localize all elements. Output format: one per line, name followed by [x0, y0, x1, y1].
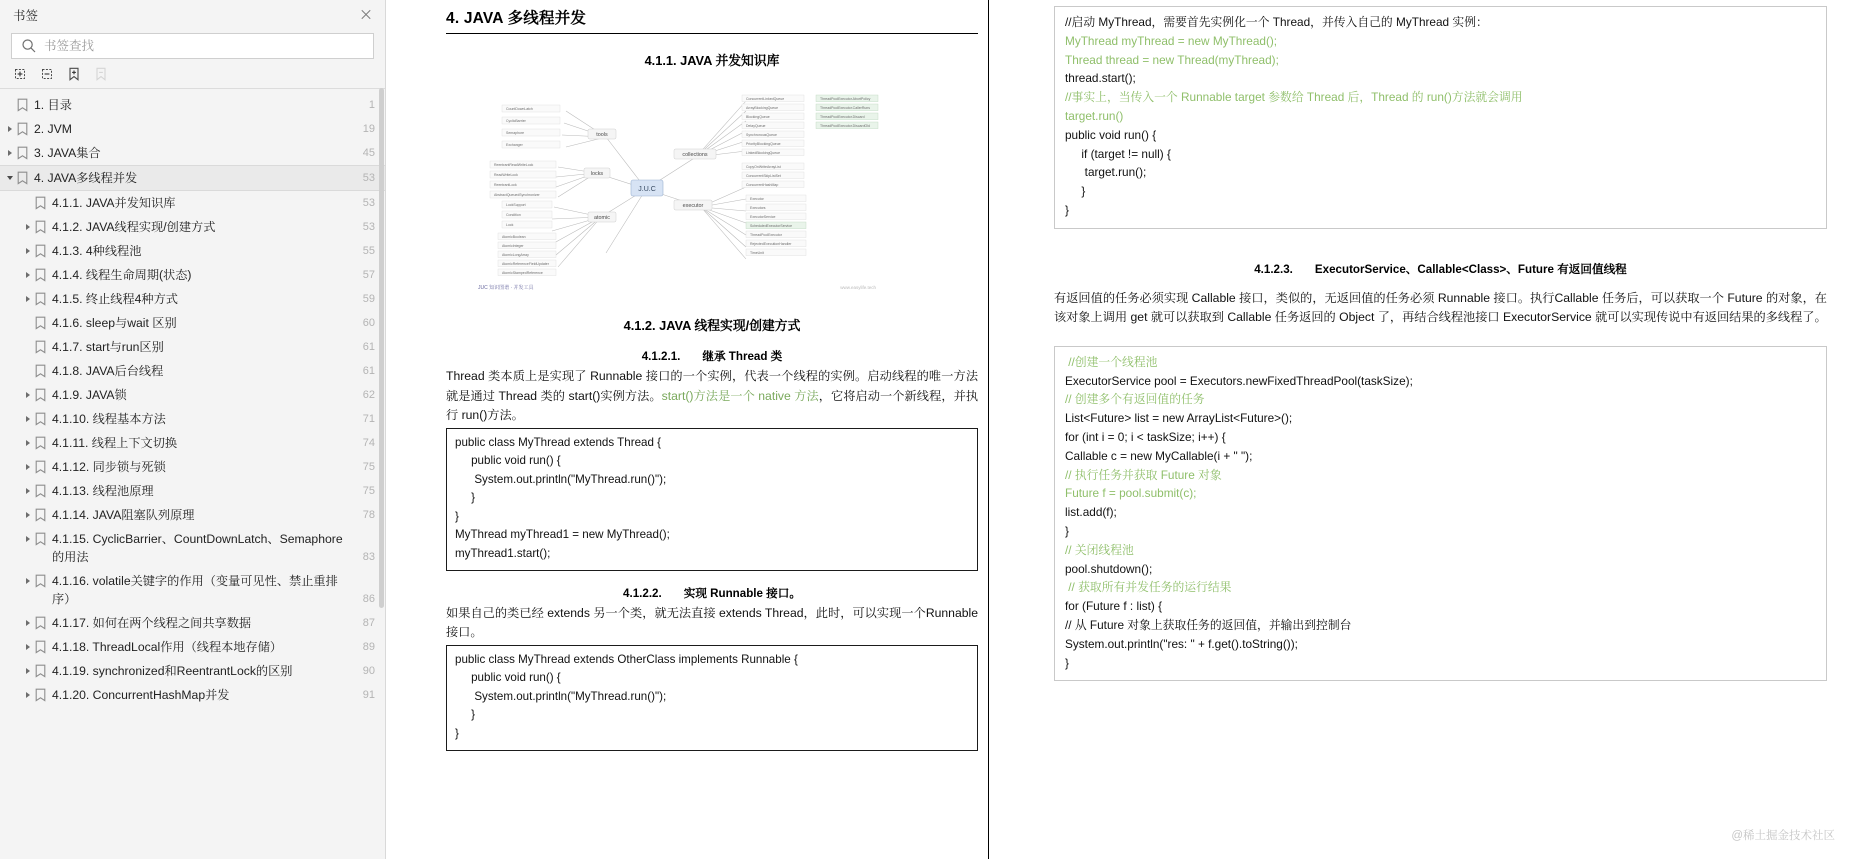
twisty-placeholder	[22, 194, 34, 212]
bookmark-label: 4.1.1. JAVA并发知识库	[52, 196, 176, 210]
bookmark-page-number: 45	[362, 147, 375, 159]
code-line: Future f = pool.submit(c);	[1065, 486, 1197, 501]
bookmark-tree[interactable]	[0, 89, 385, 859]
svg-text:ThreadPoolExecutor.AbortPolicy: ThreadPoolExecutor.AbortPolicy	[820, 97, 871, 101]
code-line: public class MyThread extends Thread {	[455, 435, 662, 449]
code-block-implements-runnable	[446, 645, 978, 751]
bookmark-page-number: 61	[362, 365, 375, 377]
svg-text:tools: tools	[596, 132, 608, 138]
bookmark-icon	[16, 120, 29, 138]
twisty-placeholder	[22, 314, 34, 332]
code-line: System.out.println("MyThread.run()");	[455, 689, 667, 703]
code-line: }	[455, 708, 475, 722]
bookmark-page-number: 61	[362, 341, 375, 353]
bookmark-icon	[34, 194, 47, 212]
svg-text:ScheduledExecutorService: ScheduledExecutorService	[750, 224, 793, 228]
code-line: Thread thread = new Thread(myThread);	[1065, 52, 1279, 67]
search-icon	[21, 38, 37, 54]
bookmark-label: 4.1.10. 线程基本方法	[52, 412, 166, 426]
svg-text:AtomicInteger: AtomicInteger	[502, 244, 524, 248]
bookmark-page-number: 90	[362, 665, 375, 677]
bookmark-icon	[34, 614, 47, 632]
svg-text:ExecutorService: ExecutorService	[750, 215, 776, 219]
bookmark-item[interactable]	[0, 191, 385, 215]
svg-text:ThreadPoolExecutor.DiscardOld: ThreadPoolExecutor.DiscardOld	[820, 124, 870, 128]
bookmark-icon	[34, 218, 47, 236]
bookmark-label: 4.1.4. 线程生命周期(状态)	[52, 268, 192, 282]
heading-4121-number: 4.1.2.1.	[641, 350, 681, 363]
code-line: myThread1.start();	[455, 547, 551, 561]
code-line: if (target != null) {	[1065, 146, 1171, 161]
chevron-right-icon[interactable]	[22, 530, 34, 548]
code-line: }	[455, 509, 459, 523]
bookmark-label: 3. JAVA集合	[34, 146, 101, 160]
chevron-down-icon[interactable]	[4, 169, 16, 187]
svg-text:ConcurrentSkipListSet: ConcurrentSkipListSet	[746, 174, 781, 178]
sidebar-title: 书签	[13, 9, 39, 23]
exec-para-3: 返回的 Object 了，再结合线程池接口 ExecutorService 就可以实现传说中有返回结果的多线程	[1299, 310, 1803, 325]
add-bookmark-icon[interactable]	[65, 65, 83, 83]
bookmark-page-number: 71	[362, 413, 375, 425]
bookmark-label: 4.1.7. start与run区别	[52, 340, 164, 354]
bookmark-icon	[16, 144, 29, 162]
bookmark-icon	[34, 338, 47, 356]
chevron-right-icon[interactable]	[22, 506, 34, 524]
bookmark-page-number: 83	[362, 551, 375, 563]
bookmark-label: 4.1.6. sleep与wait 区别	[52, 316, 177, 330]
code-line: pool.shutdown();	[1065, 561, 1153, 576]
chevron-right-icon[interactable]	[4, 144, 16, 162]
bookmark-item[interactable]	[0, 455, 385, 479]
bookmark-page-number: 75	[362, 485, 375, 497]
bookmark-icon	[34, 242, 47, 260]
bookmark-item[interactable]	[0, 263, 385, 287]
code-line: }	[455, 491, 475, 505]
code-line: //创建一个线程池	[1065, 354, 1158, 369]
document-page-right	[989, 0, 1857, 859]
chevron-right-icon[interactable]	[22, 482, 34, 500]
mindmap-credit: www.easylife.tech	[840, 285, 876, 290]
chevron-right-icon[interactable]	[22, 290, 34, 308]
bookmark-page-number: 59	[362, 293, 375, 305]
bookmark-icon	[34, 290, 47, 308]
paragraph-executor-service	[1054, 289, 1827, 328]
bookmark-label: 4.1.17. 如何在两个线程之间共享数据	[52, 616, 252, 630]
bookmark-label: 4.1.15. CyclicBarrier、CountDownLatch、Semaphore 的用法	[52, 532, 343, 564]
heading-4122	[446, 585, 978, 601]
bookmark-item[interactable]	[0, 527, 385, 569]
heading-4122-text: 实现 Runnable 接口。	[683, 586, 801, 600]
search-container	[0, 30, 385, 59]
svg-text:collections: collections	[682, 152, 708, 158]
bookmark-icon	[16, 169, 29, 187]
code-line: List<Future> list = new ArrayList<Future>();	[1065, 411, 1293, 426]
code-line: }	[1065, 523, 1069, 538]
bookmark-page-number: 87	[362, 617, 375, 629]
chevron-right-icon[interactable]	[22, 410, 34, 428]
code-block-extends-thread	[446, 428, 978, 571]
svg-text:ConcurrentLinkedQueue: ConcurrentLinkedQueue	[746, 97, 785, 101]
code-line: list.add(f);	[1065, 505, 1117, 520]
bookmark-toolbar	[0, 59, 385, 89]
bookmark-label: 4.1.8. JAVA后台线程	[52, 364, 164, 378]
code-line: // 创建多个有返回值的任务	[1065, 392, 1205, 407]
para-line-3: 程，并执行 run()方法。	[446, 388, 979, 422]
paragraph-implements-runnable	[446, 604, 978, 643]
code-line: // 从 Future 对象上获取任务的返回值，并输出到控制台	[1065, 617, 1352, 632]
code-line: // 执行任务并获取 Future 对象	[1065, 467, 1222, 482]
chevron-right-icon[interactable]	[22, 386, 34, 404]
bookmark-icon	[34, 458, 47, 476]
bookmark-item[interactable]	[0, 659, 385, 683]
bookmark-item[interactable]	[0, 359, 385, 383]
chevron-right-icon[interactable]	[22, 686, 34, 704]
svg-text:BlockingQueue: BlockingQueue	[746, 115, 770, 119]
bookmark-icon	[34, 638, 47, 656]
bookmarks-sidebar	[0, 0, 386, 859]
bookmark-item[interactable]	[0, 239, 385, 263]
bookmark-search-box[interactable]	[11, 33, 374, 59]
svg-text:Condition: Condition	[506, 213, 521, 217]
bookmark-page-number: 19	[362, 123, 375, 135]
code-line: System.out.println("res: " + f.get().toString());	[1065, 636, 1298, 651]
chevron-right-icon[interactable]	[22, 662, 34, 680]
bookmark-icon	[34, 362, 47, 380]
svg-text:ThreadPoolExecutor.CallerRuns: ThreadPoolExecutor.CallerRuns	[820, 106, 870, 110]
chevron-right-icon[interactable]	[22, 242, 34, 260]
bookmark-page-number: 75	[362, 461, 375, 473]
svg-text:ThreadPoolExecutor.Discard: ThreadPoolExecutor.Discard	[820, 115, 865, 119]
svg-text:ThreadPoolExecutor: ThreadPoolExecutor	[750, 233, 782, 237]
bookmark-icon	[34, 662, 47, 680]
svg-text:LockSupport: LockSupport	[506, 203, 526, 207]
code-line: public void run() {	[1065, 127, 1157, 142]
document-viewport	[386, 0, 1858, 859]
bookmark-icon	[34, 410, 47, 428]
heading-4122-number: 4.1.2.2.	[623, 586, 662, 600]
bookmark-icon	[34, 572, 47, 590]
bookmark-label: 4.1.13. 线程池原理	[52, 484, 154, 498]
svg-text:TimeUnit: TimeUnit	[750, 251, 764, 255]
bookmark-icon	[34, 434, 47, 452]
code-line: target.run();	[1065, 165, 1147, 180]
bookmark-page-number: 60	[362, 317, 375, 329]
svg-text:CyclicBarrier: CyclicBarrier	[506, 119, 526, 123]
svg-text:executor: executor	[682, 203, 704, 209]
bookmark-item[interactable]	[0, 407, 385, 431]
heading-4121	[446, 348, 978, 364]
bookmark-label: 1. 目录	[34, 98, 72, 112]
code-line: MyThread myThread = new MyThread();	[1065, 33, 1278, 48]
bookmark-item[interactable]	[0, 117, 385, 141]
chevron-right-icon[interactable]	[4, 120, 16, 138]
svg-text:CopyOnWriteArrayList: CopyOnWriteArrayList	[746, 165, 781, 169]
bookmark-page-number: 1	[368, 99, 375, 111]
code-line: }	[1065, 202, 1069, 217]
para-runnable-line-2: Runnable 接口。	[446, 605, 978, 640]
bookmark-label: 4.1.20. ConcurrentHashMap并发	[52, 688, 230, 702]
twisty-placeholder	[4, 96, 16, 114]
bookmark-label: 4.1.12. 同步锁与死锁	[52, 460, 166, 474]
twisty-placeholder	[22, 338, 34, 356]
para-line-1: Thread 类本质上是实现了 Runnable 接口的一个实例，代表一个线程的实例。启动线程的唯一方	[446, 369, 966, 383]
code-line: Callable c = new MyCallable(i + " ");	[1065, 448, 1253, 463]
para-highlight-native: start()方法是一个 native 方法	[661, 388, 819, 403]
bookmark-item[interactable]	[0, 569, 385, 611]
code-line: MyThread myThread1 = new MyThread();	[455, 528, 670, 542]
bookmark-page-number: 74	[362, 437, 375, 449]
bookmark-page-number: 62	[362, 389, 375, 401]
bookmark-page-number: 53	[362, 221, 375, 233]
svg-text:locks: locks	[590, 171, 604, 177]
bookmark-item[interactable]	[0, 165, 385, 191]
heading-4121-text: 继承 Thread 类	[702, 350, 783, 363]
bookmark-label: 4.1.9. JAVA锁	[52, 388, 127, 402]
bookmark-page-number: 53	[362, 172, 375, 184]
svg-text:Lock: Lock	[506, 223, 514, 227]
code-line: for (Future f : list) {	[1065, 599, 1163, 614]
chevron-right-icon[interactable]	[22, 218, 34, 236]
sidebar-scrollbar[interactable]	[379, 88, 384, 608]
chevron-right-icon[interactable]	[22, 266, 34, 284]
heading-4123-number: 4.1.2.3.	[1254, 262, 1293, 276]
svg-text:LinkedBlockingQueue: LinkedBlockingQueue	[746, 151, 781, 155]
bookmark-item[interactable]	[0, 431, 385, 455]
close-icon[interactable]	[357, 6, 375, 24]
svg-text:ReentrantReadWriteLock: ReentrantReadWriteLock	[494, 163, 534, 167]
svg-text:PriorityBlockingQueue: PriorityBlockingQueue	[746, 142, 781, 146]
chevron-right-icon[interactable]	[22, 572, 34, 590]
mindmap-caption: JUC 知识图谱 · 并发工具	[478, 285, 534, 291]
code-block-executor-service	[1054, 346, 1827, 682]
bookmark-item[interactable]	[0, 287, 385, 311]
bookmark-item[interactable]	[0, 93, 385, 117]
bookmark-item[interactable]	[0, 503, 385, 527]
code-line: thread.start();	[1065, 71, 1136, 86]
svg-text:AtomicLongArray: AtomicLongArray	[502, 253, 529, 257]
heading-4123-text: ExecutorService、Callable<Class>、Future 有返回值线程	[1314, 262, 1627, 276]
bookmark-icon	[34, 266, 47, 284]
svg-text:ArrayBlockingQueue: ArrayBlockingQueue	[746, 106, 779, 110]
twisty-placeholder	[22, 362, 34, 380]
exec-para-2: Callable 任务后，可以获取一个 Future 的对象，在该对象上调用 get 就可以获取到 Callable 任务	[1054, 290, 1827, 325]
bookmark-item[interactable]	[0, 335, 385, 359]
svg-text:AtomicBoolean: AtomicBoolean	[502, 235, 526, 239]
svg-text:ConcurrentHashMap: ConcurrentHashMap	[746, 183, 779, 187]
juc-mindmap-figure	[446, 77, 906, 299]
para-line-2b: ，它将启动一个新线	[818, 388, 930, 403]
code-line: target.run()	[1065, 108, 1124, 123]
svg-text:ReentrantLock: ReentrantLock	[494, 183, 517, 187]
svg-text:atomic: atomic	[594, 215, 610, 221]
code-line: // 关闭线程池	[1065, 542, 1134, 557]
bookmark-label: 4.1.2. JAVA线程实现/创建方式	[52, 220, 216, 234]
svg-text:Semaphore: Semaphore	[506, 131, 525, 135]
code-line: //事实上，当传入一个 Runnable target 参数给 Thread 后，Thread 的 run()方法就会调用	[1065, 90, 1523, 105]
bookmark-page-number: 57	[362, 269, 375, 281]
chevron-right-icon[interactable]	[22, 638, 34, 656]
code-block-start-thread	[1054, 6, 1827, 229]
code-line: public class MyThread extends OtherClass implements Runnable {	[455, 652, 798, 666]
para-runnable-line-1: 如果自己的类已经 extends 另一个类，就无法直接 extends Thread，此时，可以实现一个	[446, 605, 926, 620]
document-page-left	[386, 0, 988, 859]
svg-text:ReadWriteLock: ReadWriteLock	[494, 173, 518, 177]
bookmark-icon	[34, 506, 47, 524]
svg-text:DelayQueue: DelayQueue	[746, 124, 766, 128]
exec-para-4: 了。	[1802, 310, 1827, 325]
exec-para-1: 有返回值的任务必须实现 Callable 接口，类似的，无返回值的任务必须 Runnable 接口。执行	[1054, 290, 1555, 305]
bookmark-item[interactable]	[0, 311, 385, 335]
bookmark-icon	[34, 386, 47, 404]
code-line: public void run() {	[455, 671, 561, 685]
bookmark-icon	[34, 314, 47, 332]
bookmark-label: 4.1.16. volatile关键字的作用（变量可见性、禁止重排序）	[52, 574, 338, 606]
svg-text:Executor: Executor	[750, 197, 764, 201]
bookmark-item[interactable]	[0, 479, 385, 503]
expand-all-icon[interactable]	[11, 65, 29, 83]
bookmark-label: 4. JAVA多线程并发	[34, 171, 138, 185]
bookmark-item[interactable]	[0, 383, 385, 407]
collapse-all-icon[interactable]	[38, 65, 56, 83]
bookmark-item[interactable]	[0, 611, 385, 635]
bookmark-page-number: 86	[362, 593, 375, 605]
sidebar-header	[0, 0, 385, 30]
bookmark-page-number: 89	[362, 641, 375, 653]
code-line: // 获取所有并发任务的运行结果	[1065, 580, 1232, 595]
bookmark-label: 4.1.11. 线程上下文切换	[52, 436, 178, 450]
bookmark-label: 4.1.3. 4种线程池	[52, 244, 142, 258]
bookmark-page-number: 55	[362, 245, 375, 257]
code-line: System.out.println("MyThread.run()");	[455, 472, 667, 486]
chevron-right-icon[interactable]	[22, 458, 34, 476]
chevron-right-icon[interactable]	[22, 434, 34, 452]
heading-4123	[1054, 261, 1827, 277]
code-line: //启动 MyThread，需要首先实例化一个 Thread，并传入自己的 MyThread 实例：	[1065, 15, 1488, 29]
bookmark-icon	[34, 482, 47, 500]
bookmark-icon	[34, 530, 47, 548]
svg-text:J.U.C: J.U.C	[638, 186, 656, 193]
remove-bookmark-icon	[92, 65, 110, 83]
bookmark-item[interactable]	[0, 683, 385, 707]
watermark: @稀土掘金技术社区	[1731, 830, 1835, 842]
heading-412: 4.1.2. JAVA 线程实现/创建方式	[623, 318, 801, 333]
juc-mindmap-svg	[446, 77, 906, 299]
svg-text:RejectedExecutionHandler: RejectedExecutionHandler	[750, 242, 792, 246]
bookmark-item[interactable]	[0, 215, 385, 239]
paragraph-extends-thread	[446, 367, 978, 426]
svg-text:CountDownLatch: CountDownLatch	[506, 107, 533, 111]
bookmark-page-number: 78	[362, 509, 375, 521]
bookmark-label: 4.1.19. synchronized和ReentrantLock的区别	[52, 664, 293, 678]
page-title: 4. JAVA 多线程并发	[446, 0, 978, 34]
bookmark-icon	[34, 686, 47, 704]
para-line-2a: 法就是通过 Thread 类的 start()实例方法。	[446, 369, 978, 403]
code-line: }	[455, 727, 459, 741]
bookmark-label: 4.1.14. JAVA阻塞队列原理	[52, 508, 195, 522]
code-line: }	[1065, 184, 1086, 199]
chevron-right-icon[interactable]	[22, 614, 34, 632]
bookmark-page-number: 53	[362, 197, 375, 209]
svg-text:AbstractQueuedSynchronizer: AbstractQueuedSynchronizer	[494, 193, 540, 197]
code-line: }	[1065, 655, 1069, 670]
bookmark-icon	[16, 96, 29, 114]
code-line: public void run() {	[455, 454, 561, 468]
bookmark-label: 2. JVM	[34, 122, 72, 136]
svg-text:Exchanger: Exchanger	[506, 143, 523, 147]
svg-text:Executors: Executors	[750, 206, 766, 210]
svg-text:AtomicStampedReference: AtomicStampedReference	[502, 271, 543, 275]
code-line: for (int i = 0; i < taskSize; i++) {	[1065, 429, 1226, 444]
search-input[interactable]	[44, 39, 367, 53]
svg-text:SynchronousQueue: SynchronousQueue	[746, 133, 777, 137]
code-line: ExecutorService pool = Executors.newFixedThreadPool(taskSize);	[1065, 373, 1413, 388]
bookmark-label: 4.1.5. 终止线程4种方式	[52, 292, 178, 306]
bookmark-item[interactable]	[0, 141, 385, 165]
svg-text:AtomicReferenceFieldUpdater: AtomicReferenceFieldUpdater	[502, 262, 549, 266]
heading-411: 4.1.1. JAVA 并发知识库	[644, 53, 780, 68]
bookmark-item[interactable]	[0, 635, 385, 659]
bookmark-label: 4.1.18. ThreadLocal作用（线程本地存储）	[52, 640, 283, 654]
bookmark-page-number: 91	[362, 689, 375, 701]
